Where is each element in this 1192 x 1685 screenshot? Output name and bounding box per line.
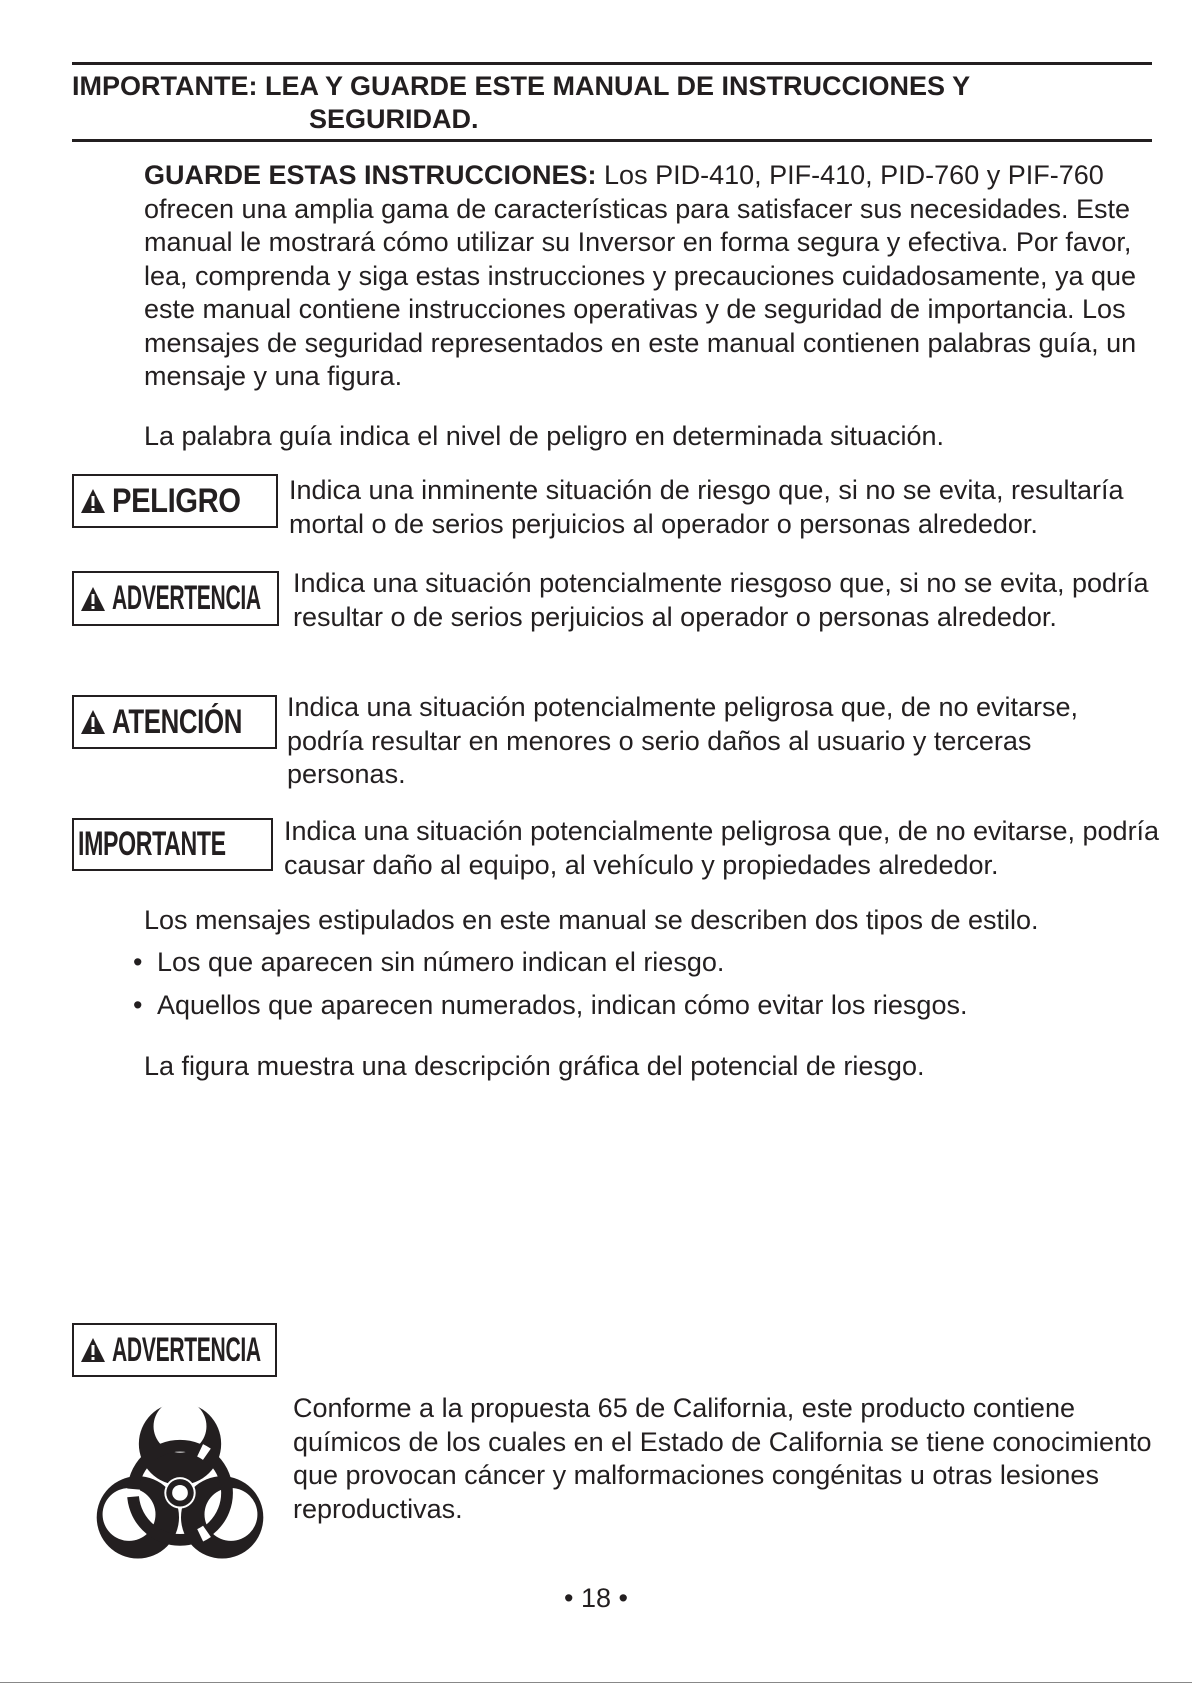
warning-triangle-icon <box>80 488 106 514</box>
intro-paragraph <box>144 159 1154 394</box>
heading-line-2: SEGURIDAD. <box>309 104 479 134</box>
list-item <box>133 946 1133 980</box>
bullet-dot: • <box>133 989 143 1020</box>
atencion-label: ATENCIÓN <box>112 702 242 741</box>
header-top-rule <box>72 62 1152 65</box>
prop65-advertencia-badge <box>72 1323 277 1377</box>
page-number: • 18 • <box>564 1583 628 1613</box>
list-item-text: Los que aparecen sin número indican el riesgo. <box>157 947 725 977</box>
advertencia-label: ADVERTENCIA <box>112 579 261 617</box>
warning-triangle-icon <box>80 1337 106 1363</box>
peligro-label: PELIGRO <box>112 481 241 520</box>
heading-line-1: IMPORTANTE: LEA Y GUARDE ESTE MANUAL DE INSTRUCCIONES Y <box>72 71 971 101</box>
intro-lead: GUARDE ESTAS INSTRUCCIONES: <box>144 160 597 190</box>
list-item <box>133 989 1133 1023</box>
warning-triangle-icon <box>80 709 106 735</box>
advertencia-badge <box>72 571 279 626</box>
peligro-description: Indica una inminente situación de riesgo que, si no se evita, resultaría mortal o de serios perjuicios al operador o personas alrededor. <box>289 475 1124 539</box>
peligro-badge <box>72 474 278 528</box>
signal-word-intro: La palabra guía indica el nivel de peligro en determinada situación. <box>144 421 945 451</box>
intro-text: Los PID-410, PIF-410, PID-760 y PIF-760 ofrecen una amplia gama de características para satisfacer sus necesidades. Este manual le mostrará cómo utilizar su Inversor en forma segura y efectiva. Por favor, lea, comprenda y siga estas instrucciones y precauciones cuidadosamente, ya que este manual contiene instrucciones operativas y de seguridad de importancia. Los mensajes de seguridad representados en este manual contienen palabras guía, un mensaje y una figura. <box>144 160 1137 391</box>
importante-description: Indica una situación potencialmente peligrosa que, de no evitarse, podría causar daño al equipo, al vehículo y propiedades alrededor. <box>284 816 1160 880</box>
page-heading <box>72 70 1152 136</box>
importante-label: IMPORTANTE <box>78 825 226 863</box>
prop65-text: Conforme a la propuesta 65 de California, este producto contiene químicos de los cuales en el Estado de California se tiene conocimiento que provocan cáncer y malformaciones congénitas u otras lesiones reproductivas. <box>293 1393 1152 1524</box>
figure-description: La figura muestra una descripción gráfica del potencial de riesgo. <box>144 1051 925 1081</box>
warning-triangle-icon <box>80 586 106 612</box>
importante-badge <box>72 818 273 871</box>
footer-rule <box>0 1682 1192 1683</box>
styles-intro: Los mensajes estipulados en este manual se describen dos tipos de estilo. <box>144 905 1039 935</box>
bullet-dot: • <box>133 947 143 977</box>
header-bottom-rule <box>72 139 1152 142</box>
advertencia-description: Indica una situación potencialmente riesgoso que, si no se evita, podría resultar o de serios perjuicios al operador o personas alrededor. <box>293 568 1149 632</box>
biohazard-icon <box>82 1387 278 1583</box>
bullet-list <box>133 946 1133 1031</box>
atencion-badge <box>72 695 277 749</box>
prop65-advertencia-label: ADVERTENCIA <box>112 1330 261 1369</box>
list-item-text: Aquellos que aparecen numerados, indican cómo evitar los riesgos. <box>157 989 968 1020</box>
atencion-description: Indica una situación potencialmente peligrosa que, de no evitarse, podría resultar en menores o serio daños al usuario y terceras personas. <box>287 692 1079 789</box>
